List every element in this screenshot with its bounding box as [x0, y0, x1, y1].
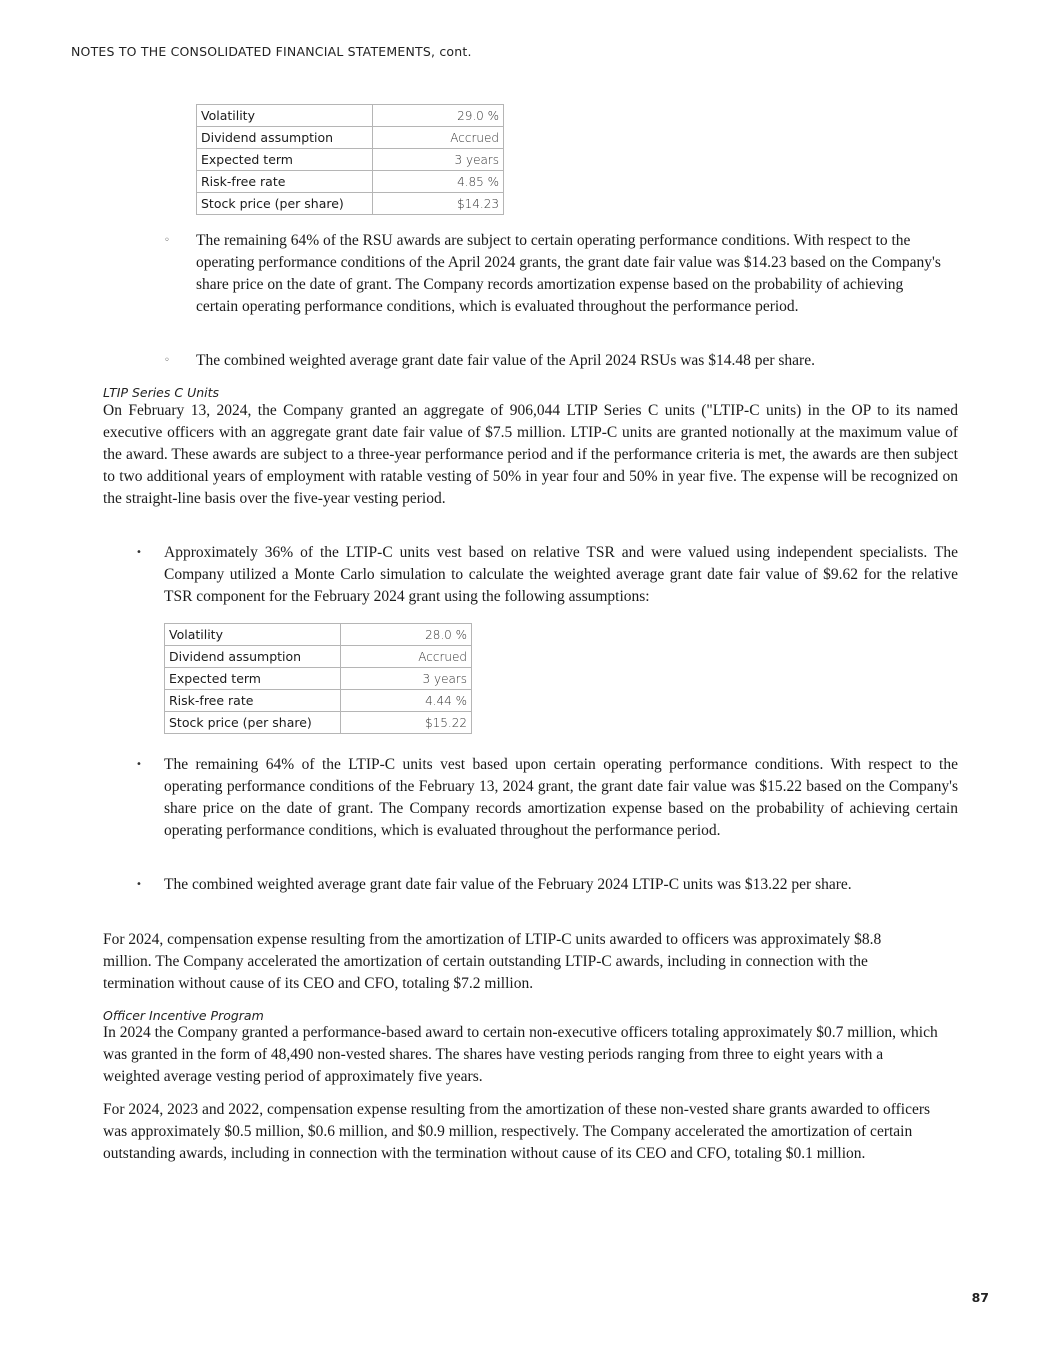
running-header: NOTES TO THE CONSOLIDATED FINANCIAL STATEMENTS, cont.	[71, 44, 472, 59]
table-cell-label: Dividend assumption	[197, 127, 373, 149]
table-cell-value: 4.44 %	[341, 690, 472, 712]
rsu-assumptions-table	[196, 104, 504, 215]
table-row	[165, 690, 472, 712]
table-row	[197, 149, 504, 171]
table-cell-label: Risk-free rate	[197, 171, 373, 193]
table-cell-label: Expected term	[165, 668, 341, 690]
ltip-section-heading: LTIP Series C Units	[103, 385, 220, 400]
ltip-bullet-text: The combined weighted average grant date fair value of the February 2024 LTIP-C units was $13.22 per share.	[164, 876, 852, 893]
rsu-bullet-text: The remaining 64% of the RSU awards are subject to certain operating performance conditions. With respect to the operating performance conditions of the April 2024 grants, the grant date fair value was $14.23 based on the Company's share price on the date of grant. The Company records amortization expense based on the probability of achieving certain operating performance conditions, which is evaluated throughout the performance period.	[196, 232, 941, 315]
ltip-assumptions-table	[164, 623, 472, 734]
ltip-bullet-text: The remaining 64% of the LTIP-C units vest based upon certain operating performance conditions. With respect to the operating performance conditions of the February 13, 2024 grant, the grant date fair value was $15.22 based on the Company's share price on the date of grant. The Company records amortization expense based on the probability of achieving certain operating performance conditions, which is evaluated throughout the performance period.	[164, 756, 958, 839]
table-row	[165, 646, 472, 668]
table-row	[165, 668, 472, 690]
table-row	[197, 193, 504, 215]
table-cell-value: Accrued	[373, 127, 504, 149]
table-cell-label: Risk-free rate	[165, 690, 341, 712]
bullet-icon: •	[136, 879, 142, 890]
table-row	[165, 712, 472, 734]
table-cell-label: Volatility	[165, 624, 341, 646]
rsu-bullet-text: The combined weighted average grant date fair value of the April 2024 RSUs was $14.48 per share.	[196, 352, 815, 369]
table-cell-value: $15.22	[341, 712, 472, 734]
table-cell-value: 28.0 %	[341, 624, 472, 646]
hollow-bullet-icon: ◦	[164, 235, 170, 246]
bullet-icon: •	[136, 759, 142, 770]
table-cell-value: 4.85 %	[373, 171, 504, 193]
table-cell-value: 3 years	[341, 668, 472, 690]
page-number: 87	[971, 1290, 989, 1305]
bullet-icon: •	[136, 547, 142, 558]
table-cell-label: Expected term	[197, 149, 373, 171]
table-cell-value: 3 years	[373, 149, 504, 171]
table-cell-label: Dividend assumption	[165, 646, 341, 668]
table-cell-value: $14.23	[373, 193, 504, 215]
table-cell-label: Volatility	[197, 105, 373, 127]
officer-paragraph-2: For 2024, 2023 and 2022, compensation expense resulting from the amortization of these non-vested share grants awarded to officers was approximately $0.5 million, $0.6 million, and $0.9 million, respectively. The Company accelerated the amortization of certain outstanding awards, including in connection with the termination without cause of its CEO and CFO, totaling $0.1 million.	[103, 1101, 931, 1162]
table-row	[197, 171, 504, 193]
table-cell-value: Accrued	[341, 646, 472, 668]
hollow-bullet-icon: ◦	[164, 355, 170, 366]
ltip-bullet-text: Approximately 36% of the LTIP-C units vest based on relative TSR and were valued using independent specialists. The Company utilized a Monte Carlo simulation to calculate the weighted average grant date fair value of $9.62 for the relative TSR component for the February 2024 grant using the following assumptions:	[164, 544, 958, 605]
table-cell-label: Stock price (per share)	[165, 712, 341, 734]
table-row	[197, 105, 504, 127]
officer-section-heading: Officer Incentive Program	[103, 1008, 264, 1023]
officer-paragraph-1: In 2024 the Company granted a performance-based award to certain non-executive officers totaling approximately $0.7 million, which was granted in the form of 48,490 non-vested shares. The shares have vesting periods ranging from three to eight years with a weighted average vesting period of approximately five years.	[103, 1024, 938, 1085]
table-cell-value: 29.0 %	[373, 105, 504, 127]
ltip-compensation-paragraph: For 2024, compensation expense resulting from the amortization of LTIP-C units awarded to officers was approximately $8.8 million. The Company accelerated the amortization of certain outstanding LTIP-C awards, including in connection with the termination without cause of its CEO and CFO, totaling $7.2 million.	[103, 931, 882, 992]
table-cell-label: Stock price (per share)	[197, 193, 373, 215]
ltip-paragraph: On February 13, 2024, the Company granted an aggregate of 906,044 LTIP Series C units ("LTIP-C units) in the OP to its named executive officers with an aggregate grant date fair value of $7.5 million. LTIP-C units are granted notionally at the maximum value of the award. These awards are subject to a three-year performance period and if the performance criteria is met, the awards are then subject to two additional years of employment with ratable vesting of 50% in year four and 50% in year five. The expense will be recognized on the straight-line basis over the five-year vesting period.	[103, 402, 958, 507]
table-row	[197, 127, 504, 149]
table-row	[165, 624, 472, 646]
